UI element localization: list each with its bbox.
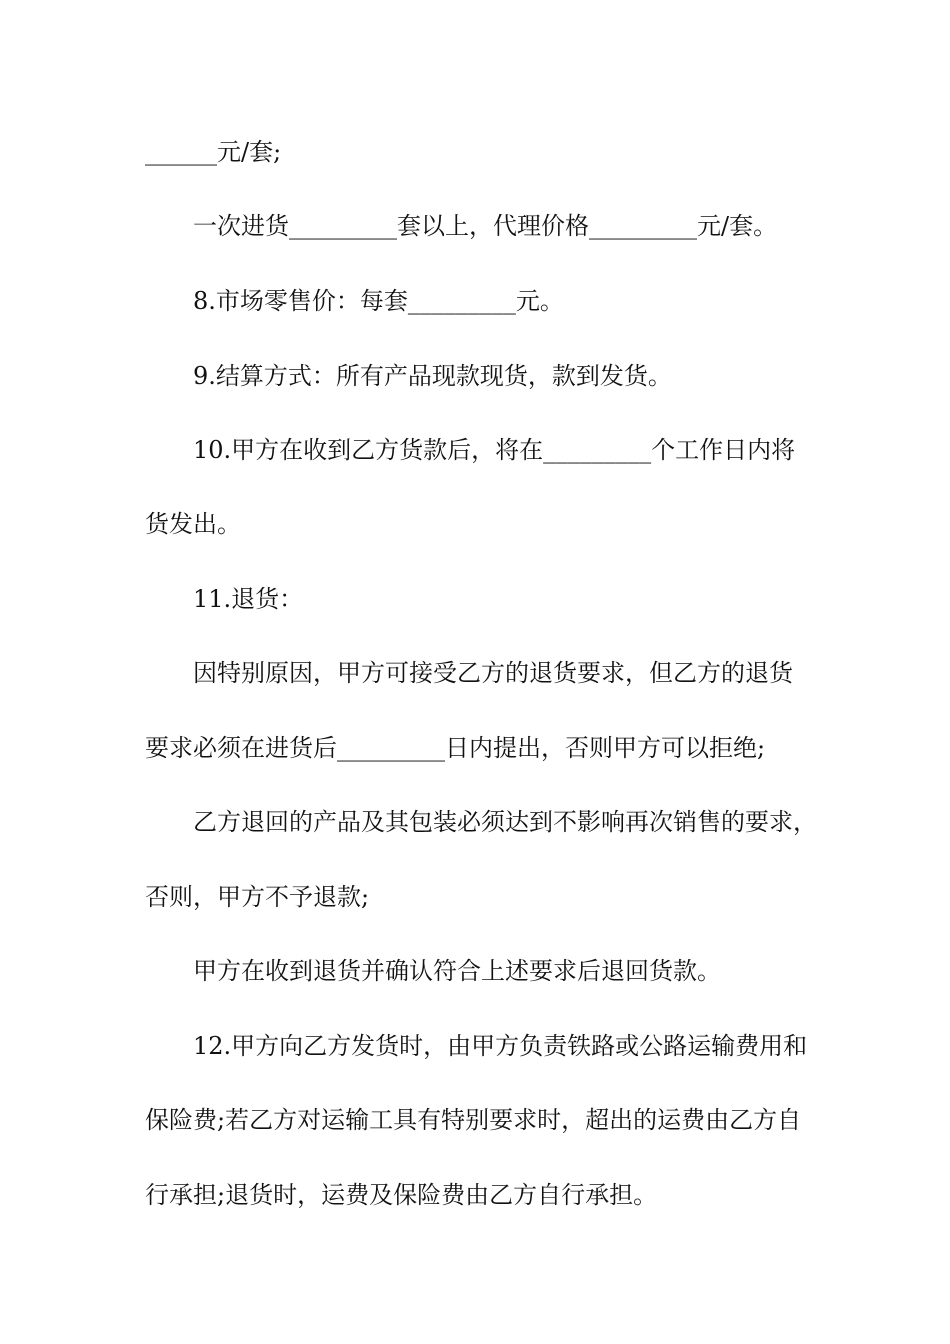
text-line-10: 乙方退回的产品及其包装必须达到不影响再次销售的要求， bbox=[193, 808, 817, 836]
text-line-13: 12.甲方向乙方发货时，由甲方负责铁路或公路运输费用和 bbox=[193, 1032, 808, 1060]
text-line-9: 要求必须在进货后_________日内提出，否则甲方可以拒绝; bbox=[145, 734, 766, 762]
text-line-8: 因特别原因，甲方可接受乙方的退货要求，但乙方的退货 bbox=[193, 659, 793, 687]
text-line-5: 10.甲方在收到乙方货款后，将在_________个工作日内将 bbox=[193, 436, 796, 464]
text-line-2: 一次进货_________套以上，代理价格_________元/套。 bbox=[193, 212, 778, 240]
text-line-12: 甲方在收到退货并确认符合上述要求后退回货款。 bbox=[193, 957, 721, 985]
text-line-7: 11.退货： bbox=[193, 585, 304, 613]
text-line-1: ______元/套; bbox=[145, 138, 282, 166]
text-line-4: 9.结算方式：所有产品现款现货，款到发货。 bbox=[193, 362, 672, 390]
text-line-15: 行承担;退货时，运费及保险费由乙方自行承担。 bbox=[145, 1181, 658, 1209]
text-line-14: 保险费;若乙方对运输工具有特别要求时，超出的运费由乙方自 bbox=[145, 1106, 802, 1134]
text-line-11: 否则，甲方不予退款; bbox=[145, 883, 370, 911]
text-line-3: 8.市场零售价：每套_________元。 bbox=[193, 287, 564, 315]
text-line-6: 货发出。 bbox=[145, 510, 241, 538]
